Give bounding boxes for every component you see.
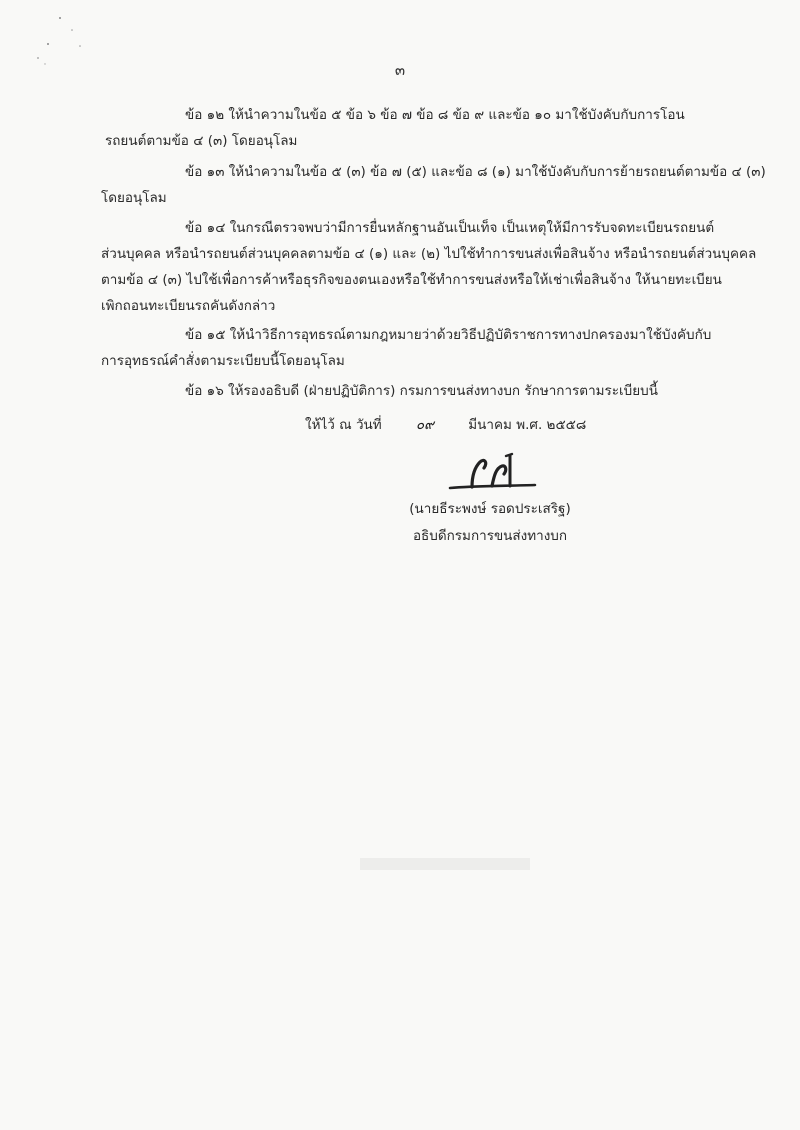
article-15-line-2: การอุทธรณ์คำสั่งตามระเบียบนี้โดยอนุโลม (101, 353, 345, 369)
signer-block (385, 496, 595, 550)
signer-position: อธิบดีกรมการขนส่งทางบก (412, 528, 568, 544)
article-13-line-2: โดยอนุโลม (101, 190, 167, 206)
article-15-line-1: ข้อ ๑๕ ให้นำวิธีการอุทธรณ์ตามกฎหมายว่าด้วยวิธีปฏิบัติราชการทางปกครองมาใช้บังคับกับ (185, 327, 712, 343)
article-13-line-1: ข้อ ๑๓ ให้นำความในข้อ ๕ (๓) ข้อ ๗ (๕) และข้อ ๘ (๑) มาใช้บังคับกับการย้ายรถยนต์ตามข้อ ๔ (๓) (185, 164, 766, 180)
signer-name: (นายธีระพงษ์ รอดประเสริฐ) (409, 501, 571, 517)
issue-date (305, 413, 586, 435)
date-prefix: ให้ไว้ ณ วันที่ (305, 417, 382, 433)
article-14 (101, 215, 757, 319)
article-16 (101, 378, 721, 404)
date-month-year: มีนาคม พ.ศ. ๒๕๕๘ (468, 417, 587, 433)
article-14-line-3: ตามข้อ ๔ (๓) ไปใช้เพื่อการค้าหรือธุรกิจของตนเองหรือใช้ทำการขนส่งหรือให้เช่าเพื่อสินจ้าง ให้นายทะเบียน (101, 272, 722, 288)
article-15 (101, 322, 721, 374)
date-day: ๐๙ (415, 417, 435, 433)
article-14-line-4: เพิกถอนทะเบียนรถคันดังกล่าว (101, 298, 276, 314)
article-12 (101, 102, 721, 154)
article-14-line-1: ข้อ ๑๔ ในกรณีตรวจพบว่ามีการยื่นหลักฐานอันเป็นเท็จ เป็นเหตุให้มีการรับจดทะเบียนรถยนต์ (185, 220, 715, 236)
article-13 (101, 159, 766, 211)
page-number: ๓ (394, 61, 406, 79)
article-12-line-1: ข้อ ๑๒ ให้นำความในข้อ ๕ ข้อ ๖ ข้อ ๗ ข้อ ๘ ข้อ ๙ และข้อ ๑๐ มาใช้บังคับกับการโอน (185, 107, 685, 123)
article-16-line-1: ข้อ ๑๖ ให้รองอธิบดี (ฝ่ายปฏิบัติการ) กรมการขนส่งทางบก รักษาการตามระเบียบนี้ (185, 383, 658, 399)
article-14-line-2: ส่วนบุคคล หรือนำรถยนต์ส่วนบุคคลตามข้อ ๔ (๑) และ (๒) ไปใช้ทำการขนส่งเพื่อสินจ้าง หรือนำรถยนต์ส่วนบุคคล (101, 246, 757, 262)
signature-mark (440, 448, 550, 496)
article-12-line-2: รถยนต์ตามข้อ ๔ (๓) โดยอนุโลม (105, 133, 298, 149)
show-through-bleed (360, 848, 530, 878)
